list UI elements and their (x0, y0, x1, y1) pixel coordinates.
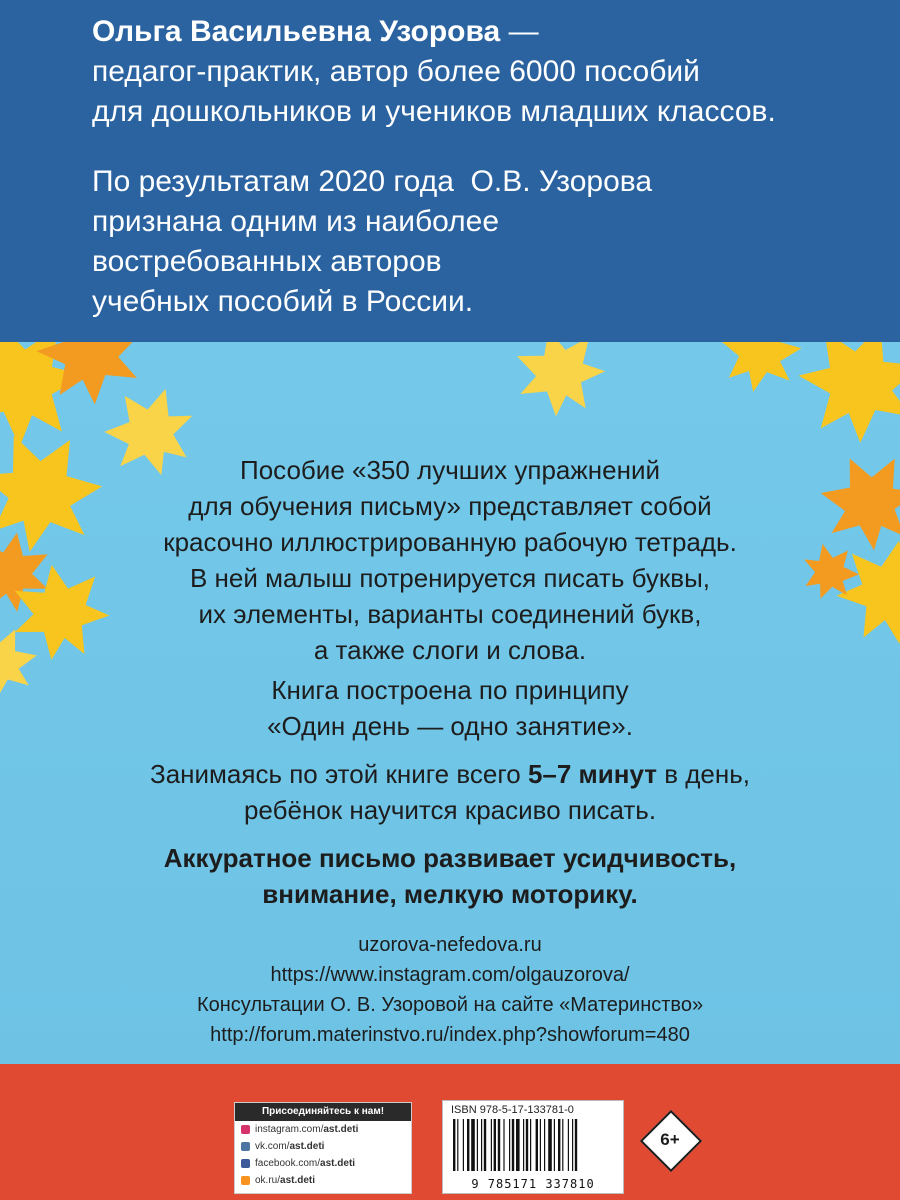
recognition-line-3: востребованных авторов (92, 245, 442, 278)
benefit-line-1: Аккуратное письмо развивает усидчивость, (163, 843, 737, 873)
barcode-digits: 9 785171 337810 (471, 1177, 595, 1191)
recognition-line-4: учебных пособий в России. (92, 285, 474, 318)
author-bio-line-3: для дошкольников и учеников младших классов. (92, 95, 776, 128)
benefit-line-2: внимание, мелкую моторику. (262, 879, 638, 909)
minutes-after: в день, (656, 759, 751, 789)
social-item-vk[interactable] (235, 1138, 411, 1155)
social-item-odnoklassniki[interactable] (235, 1172, 411, 1189)
author-bio (92, 12, 776, 132)
description-line-1: Пособие «350 лучших упражнений (240, 455, 660, 485)
age-rating-text: 6+ (660, 1130, 680, 1149)
odnoklassniki-icon (241, 1176, 250, 1185)
social-media-box (234, 1102, 412, 1194)
author-links (0, 930, 900, 1050)
daily-practice-note (0, 756, 900, 828)
author-name: Ольга Васильевна Узорова (92, 15, 501, 48)
minutes-line-2: ребёнок научится красиво писать. (243, 795, 657, 825)
principle-line-1: Книга построена по принципу (271, 675, 629, 705)
social-handle: ast.deti (289, 1141, 325, 1152)
social-prefix: vk.com/ (255, 1141, 290, 1152)
author-recognition (92, 162, 652, 322)
instagram-icon (241, 1125, 250, 1134)
minutes-before: Занимаясь по этой книге всего (149, 759, 528, 789)
description-line-5: их элементы, варианты соединений букв, (198, 599, 702, 629)
instagram-link[interactable]: https://www.instagram.com/olgauzorova/ (270, 964, 630, 986)
author-dash: — (500, 15, 539, 48)
description-line-6: а также слоги и слова. (313, 635, 587, 665)
vk-icon (241, 1142, 250, 1151)
description-line-4: В ней малыш потренируется писать буквы, (189, 563, 711, 593)
description-line-3: красочно иллюстрированную рабочую тетрадь. (163, 527, 737, 557)
social-handle: ast.deti (323, 1124, 359, 1135)
social-handle: ast.deti (280, 1175, 316, 1186)
author-bio-line-2: педагог-практик, автор более 6000 пособий (92, 55, 700, 88)
social-prefix: ok.ru/ (255, 1175, 281, 1186)
description-line-2: для обучения письму» представляет собой (188, 491, 712, 521)
isbn-barcode-box (442, 1100, 624, 1194)
social-item-instagram[interactable] (235, 1121, 411, 1138)
social-handle: ast.deti (320, 1158, 356, 1169)
age-rating-badge (640, 1110, 700, 1170)
author-info-band (0, 0, 900, 342)
facebook-icon (241, 1159, 250, 1168)
publisher-band (0, 1064, 900, 1200)
isbn-label: ISBN 978-5-17-133781-0 (451, 1104, 574, 1116)
social-header: Присоединяйтесь к нам! (235, 1103, 411, 1121)
description-band (0, 342, 900, 1064)
social-prefix: instagram.com/ (255, 1124, 324, 1135)
website-link[interactable]: uzorova-nefedova.ru (358, 934, 542, 956)
minutes-highlight: 5–7 минут (527, 759, 657, 789)
book-description (0, 452, 900, 668)
social-prefix: facebook.com/ (255, 1158, 321, 1169)
book-principle (0, 672, 900, 744)
social-item-facebook[interactable] (235, 1155, 411, 1172)
forum-link[interactable]: http://forum.materinstvo.ru/index.php?showforum=480 (210, 1024, 690, 1046)
recognition-line-1: По результатам 2020 года О.В. Узорова (92, 165, 653, 198)
principle-line-2: «Один день — одно занятие». (267, 711, 633, 741)
consultation-note: Консультации О. В. Узоровой на сайте «Материнство» (196, 994, 704, 1016)
benefit-statement (0, 840, 900, 912)
barcode-icon (451, 1119, 615, 1171)
recognition-line-2: признана одним из наиболее (92, 205, 500, 238)
